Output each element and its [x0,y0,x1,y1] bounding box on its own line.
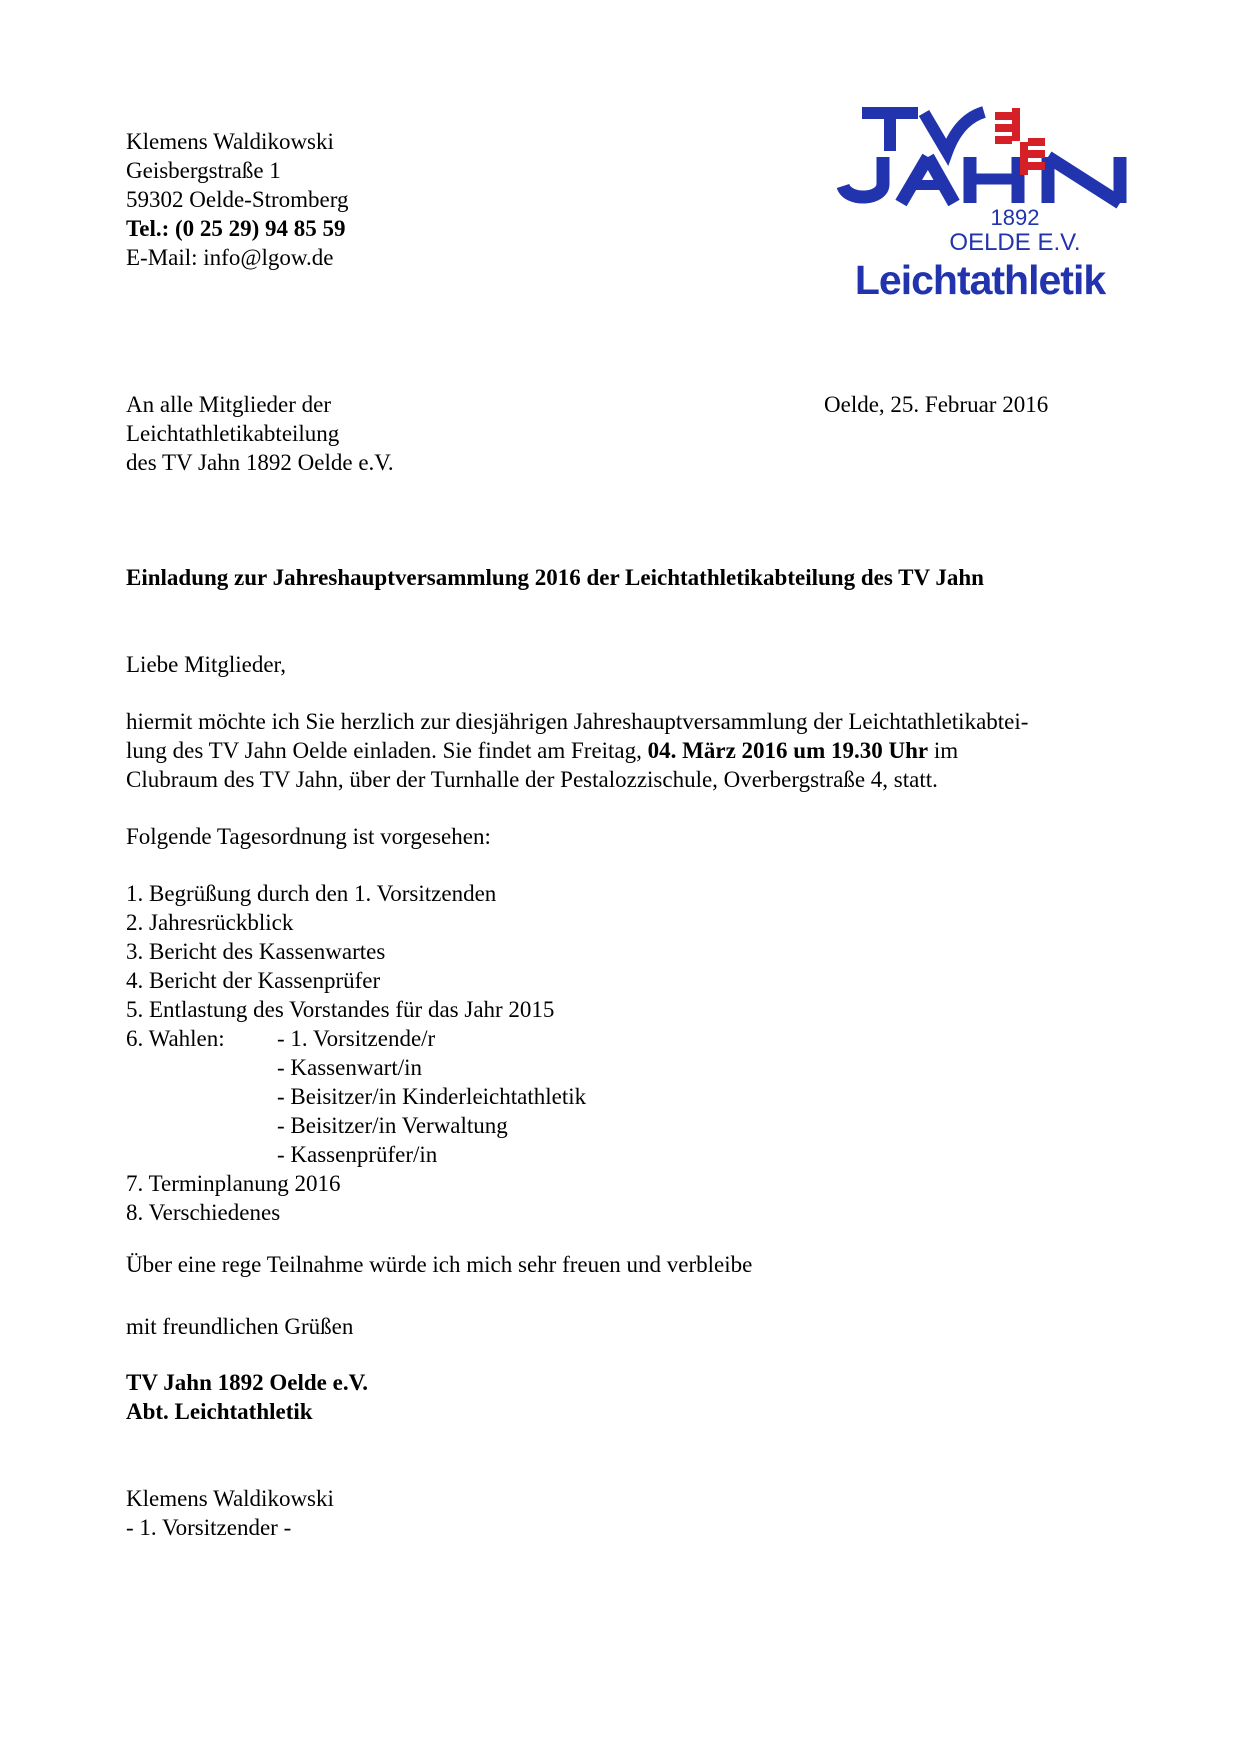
signature-org-line-2: Abt. Leichtathletik [126,1399,313,1424]
agenda-item-5 [126,995,586,1024]
sender-city: 59302 Oelde-Stromberg [126,187,349,212]
logo-department: Leichtathletik [854,257,1106,303]
recipient-line-2: Leichtathletikabteilung [126,421,340,446]
signer-name: Klemens Waldikowski [126,1486,334,1511]
jahn-cross-icon [995,108,1045,175]
agenda-item-8 [126,1198,586,1227]
agenda-item-sub: - Kassenprüfer/in [277,1142,438,1167]
recipient-block [126,390,394,477]
agenda-item-label: 3. Bericht des Kassenwartes [126,939,386,964]
agenda-item-label: 1. Begrüßung durch den 1. Vorsitzenden [126,881,497,906]
club-logo [820,106,1140,316]
signature-org-line-1: TV Jahn 1892 Oelde e.V. [126,1370,368,1395]
signature-organization [126,1368,368,1426]
agenda-list [126,879,586,1227]
body-line-2 [126,736,1136,765]
signature-person [126,1484,334,1542]
agenda-item-label: 6. Wahlen: [126,1026,225,1051]
meeting-datetime: 04. März 2016 um 19.30 Uhr [647,738,929,763]
agenda-item-label: 7. Terminplanung 2016 [126,1171,341,1196]
body-line-1: hiermit möchte ich Sie herzlich zur diesjährigen Jahreshauptversammlung der Leichtathletikabtei- [126,709,1029,734]
closing-thanks: Über eine rege Teilnahme würde ich mich sehr freuen und verbleibe [126,1252,753,1277]
closing-regards: mit freundlichen Grüßen [126,1314,354,1339]
body-line-2-post: im [928,738,959,763]
agenda-item-3 [126,937,586,966]
recipient-line-3: des TV Jahn 1892 Oelde e.V. [126,450,394,475]
salutation: Liebe Mitglieder, [126,652,287,677]
logo-club-name: OELDE E.V. [949,229,1081,256]
agenda-item-1 [126,879,586,908]
agenda-item-sub: - 1. Vorsitzende/r [277,1026,436,1051]
sender-street: Geisbergstraße 1 [126,158,281,183]
agenda-intro: Folgende Tagesordnung ist vorgesehen: [126,824,491,849]
body-line-2-pre: lung des TV Jahn Oelde einladen. Sie findet am Freitag, [126,738,648,763]
agenda-item-6-sub-2 [126,1053,586,1082]
date-line: Oelde, 25. Februar 2016 [824,392,1049,417]
agenda-item-sub: - Beisitzer/in Kinderleichtathletik [277,1084,587,1109]
sender-block [126,127,349,272]
agenda-item-label: 4. Bericht der Kassenprüfer [126,968,381,993]
agenda-item-6 [126,1024,586,1053]
sender-name: Klemens Waldikowski [126,129,334,154]
tv-jahn-logo-icon [820,106,1140,211]
recipient-line-1: An alle Mitglieder der [126,392,332,417]
agenda-item-6-sub-5 [126,1140,586,1169]
agenda-item-4 [126,966,586,995]
agenda-item-label: 8. Verschiedenes [126,1200,281,1225]
logo-year: 1892 [990,205,1040,230]
agenda-item-6-sub-4 [126,1111,586,1140]
sender-phone: Tel.: (0 25 29) 94 85 59 [126,216,346,241]
agenda-item-sub: - Kassenwart/in [277,1055,422,1080]
body-paragraph [126,707,1136,794]
agenda-item-sub: - Beisitzer/in Verwaltung [277,1113,508,1138]
sender-email: E-Mail: info@lgow.de [126,245,334,270]
agenda-item-2 [126,908,586,937]
agenda-item-label: 5. Entlastung des Vorstandes für das Jahr 2015 [126,997,555,1022]
body-line-3: Clubraum des TV Jahn, über der Turnhalle der Pestalozzischule, Overbergstraße 4, statt. [126,767,938,792]
signer-role: - 1. Vorsitzender - [126,1515,292,1540]
agenda-item-label: 2. Jahresrückblick [126,910,294,935]
subject-line: Einladung zur Jahreshauptversammlung 2016 der Leichtathletikabteilung des TV Jahn [126,565,984,590]
agenda-item-7 [126,1169,586,1198]
agenda-item-6-sub-3 [126,1082,586,1111]
